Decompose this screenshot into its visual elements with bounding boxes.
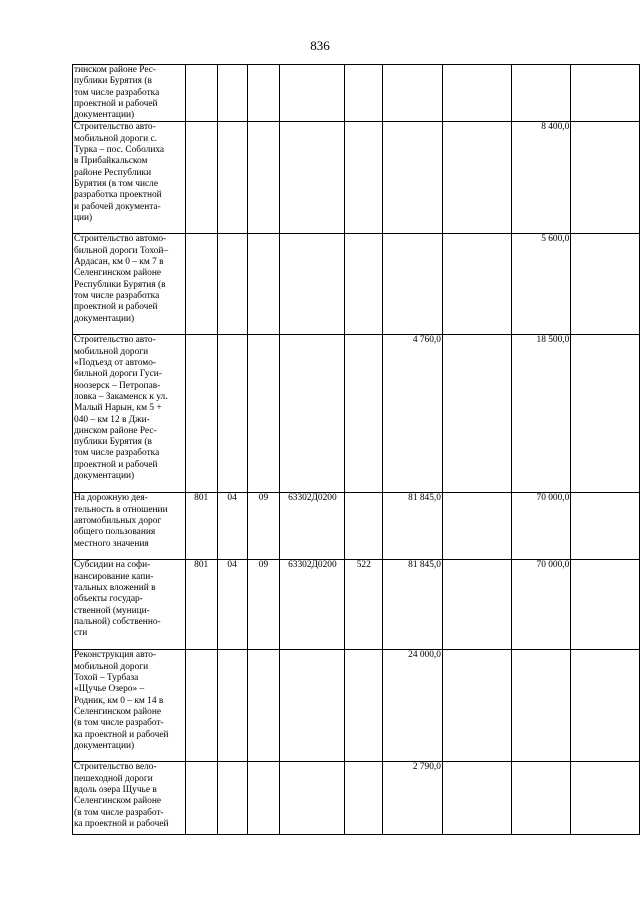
- amount-3-cell: 8 400,0: [511, 122, 571, 234]
- table-row: [73, 122, 640, 234]
- amount-4-cell: [571, 65, 640, 122]
- row-name-cell: На дорожную дея- тельность в отношении автомобильных дорог общего пользования местного значения: [73, 493, 186, 560]
- gr-code-cell: [185, 234, 217, 335]
- amount-2-cell: [442, 234, 511, 335]
- pr-code-cell: 09: [247, 560, 280, 650]
- csr-code-cell: 63302Д0200: [280, 493, 345, 560]
- row-name-cell: Строительство автомо- бильной дороги Тохой– Ардасан, км 0 – км 7 в Селенгинском районе Республики Бурятия (в том числе разработка проектной и рабочей документации): [73, 234, 186, 335]
- csr-code-cell: [280, 122, 345, 234]
- amount-2-cell: [442, 650, 511, 762]
- pr-code-cell: [247, 234, 280, 335]
- amount-4-cell: [571, 560, 640, 650]
- amount-1-cell: 4 760,0: [383, 335, 443, 493]
- csr-code-cell: 63302Д0200: [280, 560, 345, 650]
- amount-2-cell: [442, 560, 511, 650]
- amount-4-cell: [571, 234, 640, 335]
- amount-1-cell: 2 790,0: [383, 762, 443, 835]
- amount-4-cell: [571, 650, 640, 762]
- csr-code-cell: [280, 65, 345, 122]
- csr-code-cell: [280, 762, 345, 835]
- table-row: [73, 493, 640, 560]
- table-row: [73, 650, 640, 762]
- vr-code-cell: [345, 65, 383, 122]
- row-name-cell: Строительство авто- мобильной дороги «Подъезд от автомо- бильной дороги Гуси- ноозерск – Петропав- ловка – Закаменск к ул. Малый Нарын, км 5 + 040 – км 12 в Джи- динском районе Рес- публики Бурятия (в том числе разработка проектной и рабочей документации): [73, 335, 186, 493]
- budget-table: [72, 64, 640, 835]
- vr-code-cell: [345, 335, 383, 493]
- vr-code-cell: 522: [345, 560, 383, 650]
- row-name-cell: Субсидии на софи- нансирование капи- тальных вложений в объекты государ- ственной (муници- пальной) собственно- сти: [73, 560, 186, 650]
- rz-code-cell: 04: [217, 493, 247, 560]
- amount-2-cell: [442, 335, 511, 493]
- csr-code-cell: [280, 234, 345, 335]
- gr-code-cell: 801: [185, 493, 217, 560]
- amount-2-cell: [442, 65, 511, 122]
- rz-code-cell: [217, 234, 247, 335]
- pr-code-cell: [247, 762, 280, 835]
- amount-4-cell: [571, 122, 640, 234]
- amount-3-cell: [511, 762, 571, 835]
- vr-code-cell: [345, 234, 383, 335]
- vr-code-cell: [345, 122, 383, 234]
- amount-2-cell: [442, 493, 511, 560]
- amount-2-cell: [442, 762, 511, 835]
- rz-code-cell: [217, 122, 247, 234]
- row-name-cell: Строительство авто- мобильной дороги с. Турка – пос. Соболиха в Прибайкальском районе Республики Бурятия (в том числе разработка проектной и рабочей документа- ции): [73, 122, 186, 234]
- rz-code-cell: [217, 762, 247, 835]
- pr-code-cell: [247, 65, 280, 122]
- gr-code-cell: 801: [185, 560, 217, 650]
- pr-code-cell: 09: [247, 493, 280, 560]
- gr-code-cell: [185, 65, 217, 122]
- amount-1-cell: 81 845,0: [383, 493, 443, 560]
- gr-code-cell: [185, 122, 217, 234]
- pr-code-cell: [247, 335, 280, 493]
- gr-code-cell: [185, 762, 217, 835]
- csr-code-cell: [280, 335, 345, 493]
- table-row: [73, 65, 640, 122]
- rz-code-cell: [217, 650, 247, 762]
- amount-1-cell: 24 000,0: [383, 650, 443, 762]
- amount-3-cell: 70 000,0: [511, 560, 571, 650]
- csr-code-cell: [280, 650, 345, 762]
- table-row: [73, 560, 640, 650]
- gr-code-cell: [185, 335, 217, 493]
- amount-3-cell: 18 500,0: [511, 335, 571, 493]
- vr-code-cell: [345, 762, 383, 835]
- pr-code-cell: [247, 122, 280, 234]
- row-name-cell: Строительство вело- пешеходной дороги вдоль озера Щучье в Селенгинском районе (в том числе разработ- ка проектной и рабочей: [73, 762, 186, 835]
- table-body: [73, 65, 640, 835]
- amount-3-cell: [511, 65, 571, 122]
- vr-code-cell: [345, 650, 383, 762]
- amount-1-cell: 81 845,0: [383, 560, 443, 650]
- table-row: [73, 762, 640, 835]
- amount-3-cell: 5 600,0: [511, 234, 571, 335]
- row-name-cell: Реконструкция авто- мобильной дороги Тохой – Турбаза «Щучье Озеро» – Родник, км 0 – км 14 в Селенгинском районе (в том числе разработ- ка проектной и рабочей документации): [73, 650, 186, 762]
- amount-4-cell: [571, 493, 640, 560]
- amount-4-cell: [571, 335, 640, 493]
- rz-code-cell: [217, 65, 247, 122]
- rz-code-cell: [217, 335, 247, 493]
- table-row: [73, 234, 640, 335]
- amount-2-cell: [442, 122, 511, 234]
- amount-3-cell: 70 000,0: [511, 493, 571, 560]
- page-number: 836: [310, 38, 330, 53]
- amount-1-cell: [383, 65, 443, 122]
- pr-code-cell: [247, 650, 280, 762]
- amount-1-cell: [383, 234, 443, 335]
- vr-code-cell: [345, 493, 383, 560]
- rz-code-cell: 04: [217, 560, 247, 650]
- row-name-cell: тинском районе Рес- публики Бурятия (в том числе разработка проектной и рабочей документации): [73, 65, 186, 122]
- amount-4-cell: [571, 762, 640, 835]
- gr-code-cell: [185, 650, 217, 762]
- table-row: [73, 335, 640, 493]
- amount-1-cell: [383, 122, 443, 234]
- amount-3-cell: [511, 650, 571, 762]
